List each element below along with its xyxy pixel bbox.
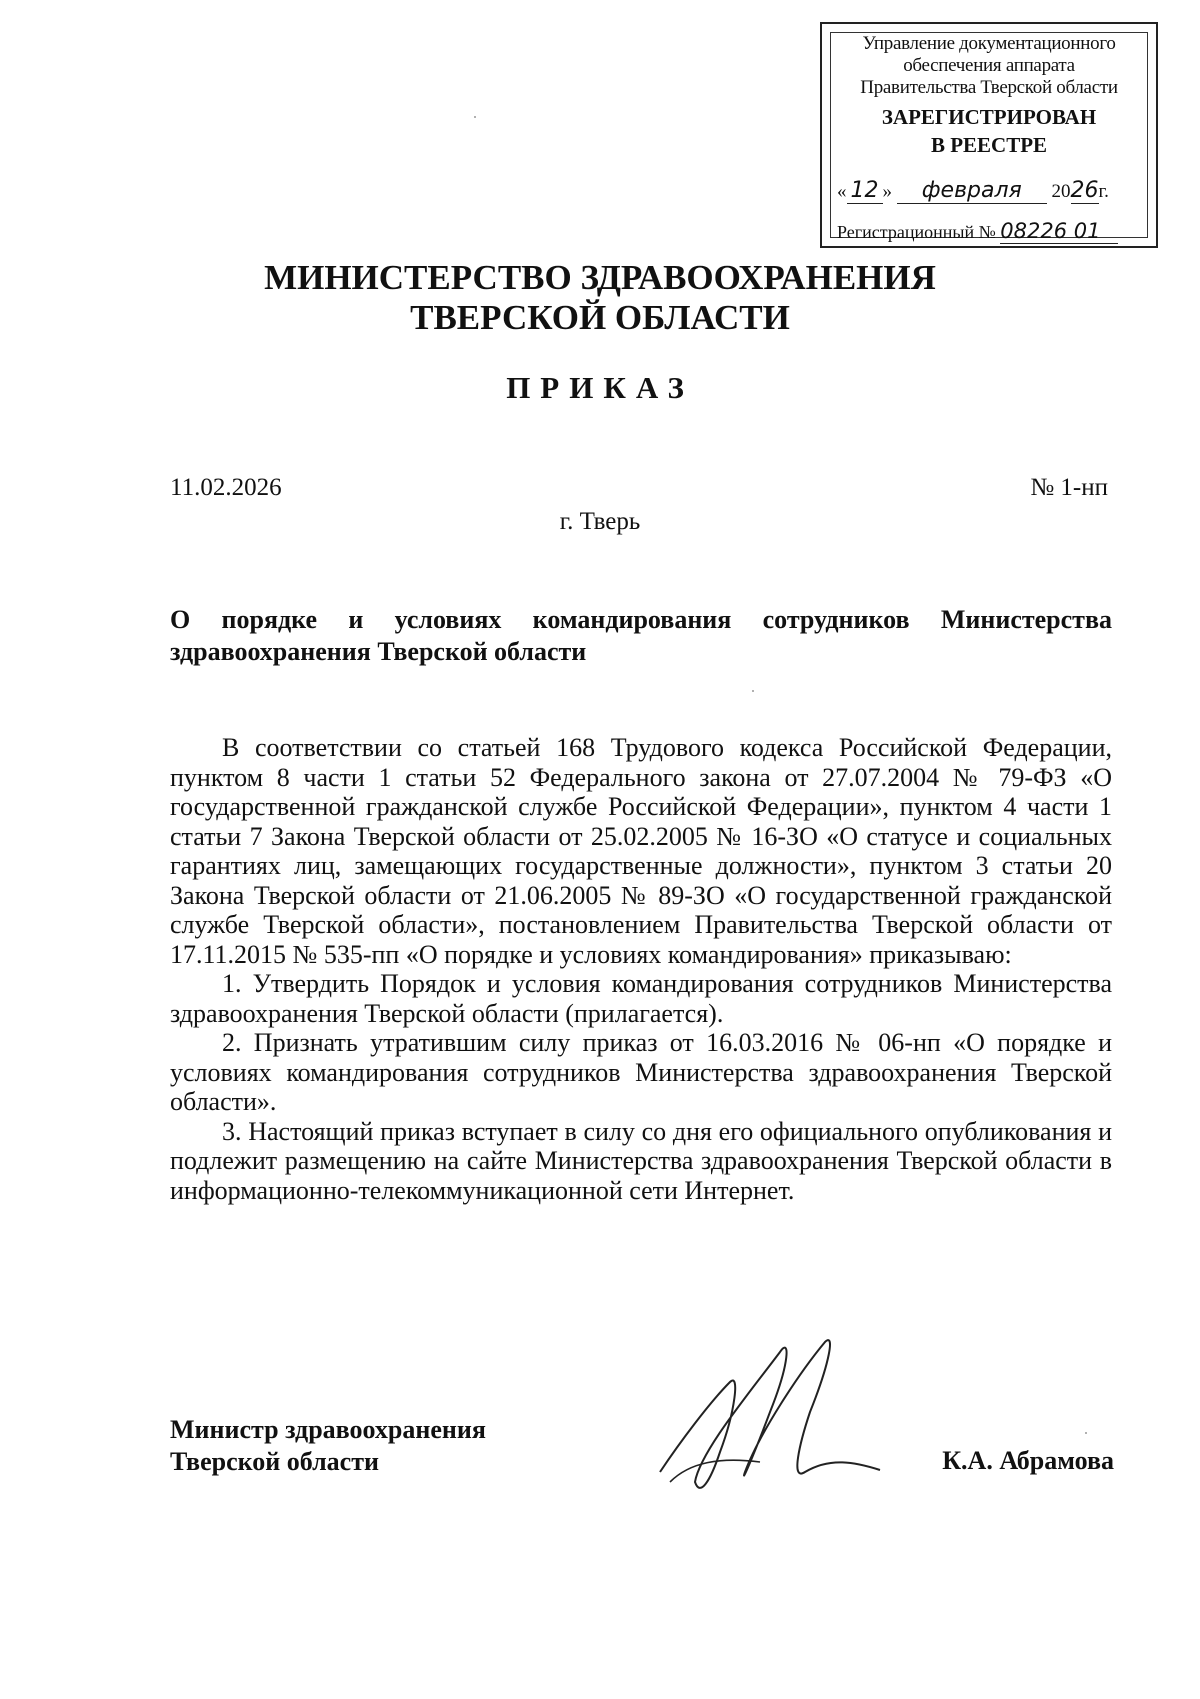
stamp-reg-number: 08226 01 xyxy=(1000,219,1118,244)
document-subject: О порядке и условиях командирования сотрудников Министерства здравоохранения Тверской области xyxy=(170,605,1112,666)
signer-position xyxy=(170,1414,486,1478)
document-city: г. Тверь xyxy=(559,508,641,535)
scan-speck xyxy=(474,116,476,118)
signer-name: К.А. Абрамова xyxy=(942,1446,1114,1475)
handwritten-signature xyxy=(640,1322,900,1512)
body-item-1: 1. Утвердить Порядок и условия командирования сотрудников Министерства здравоохранения Тверской области (прилагается). xyxy=(170,969,1112,1028)
stamp-date: « 12 » февраля 2026г. xyxy=(837,178,1109,203)
stamp-org-line-2: обеспечения аппарата xyxy=(903,55,1075,76)
stamp-registered-line-1: ЗАРЕГИСТРИРОВАН xyxy=(881,105,1097,129)
document-number: № 1-нп xyxy=(1030,474,1108,501)
signer-position-line-1: Министр здравоохранения xyxy=(170,1415,486,1444)
document-date: 11.02.2026 xyxy=(170,474,282,501)
ministry-title-line-2: ТВЕРСКОЙ ОБЛАСТИ xyxy=(410,298,790,337)
stamp-date-month: февраля xyxy=(897,178,1047,204)
stamp-reg-label: Регистрационный № xyxy=(837,222,996,242)
stamp-org-line-3: Правительства Тверской области xyxy=(860,77,1118,98)
ministry-title-line-1: МИНИСТЕРСТВО ЗДРАВООХРАНЕНИЯ xyxy=(264,258,936,297)
body-item-3: 3. Настоящий приказ вступает в силу со дня его официального опубликования и подлежит размещению на сайте Министерства здравоохранения Тверской области в информационно-телекоммуникационной сети Интернет. xyxy=(170,1116,1112,1205)
document-type-title: ПРИКАЗ xyxy=(506,370,694,405)
stamp-registration-number xyxy=(837,219,1145,249)
scan-speck xyxy=(1085,1432,1087,1434)
stamp-inner-frame xyxy=(830,32,1148,243)
stamp-date-year-suffix: 26 xyxy=(1070,178,1099,203)
stamp-date-year-prefix: 20 xyxy=(1051,181,1071,202)
body-item-2: 2. Признать утратившим силу приказ от 16.03.2016 № 06-нп «О порядке и условиях командирования сотрудников Министерства здравоохранения Тверской области». xyxy=(170,1028,1112,1116)
ministry-title xyxy=(0,258,1200,338)
stamp-org-line-1: Управление документационного xyxy=(862,33,1116,54)
body-preamble: В соответствии со статьей 168 Трудового кодекса Российской Федерации, пунктом 8 части 1 статьи 52 Федерального закона от 27.07.2004 № 79-ФЗ «О государственной гражданской службе Российской Федерации», пунктом 4 части 1 статьи 7 Закона Тверской области от 25.02.2005 № 16-ЗО «О статусе и социальных гарантиях лиц, замещающих государственные должности», пунктом 3 статьи 20 Закона Тверской области от 21.06.2005 № 89-ЗО «О государственной гражданской службе Тверской области», постановлением Правительства Тверской области от 17.11.2015 № 535-пп «О порядке и условиях командирования» приказываю: xyxy=(170,733,1112,969)
document-body xyxy=(170,733,1112,1205)
stamp-date-suffix: г. xyxy=(1098,181,1109,202)
scan-speck xyxy=(752,690,754,692)
stamp-date-day: 12 xyxy=(847,178,883,204)
stamp-registered-line-2: В РЕЕСТРЕ xyxy=(930,133,1048,157)
signer-position-line-2: Тверской области xyxy=(170,1447,379,1476)
registration-stamp xyxy=(820,22,1158,248)
